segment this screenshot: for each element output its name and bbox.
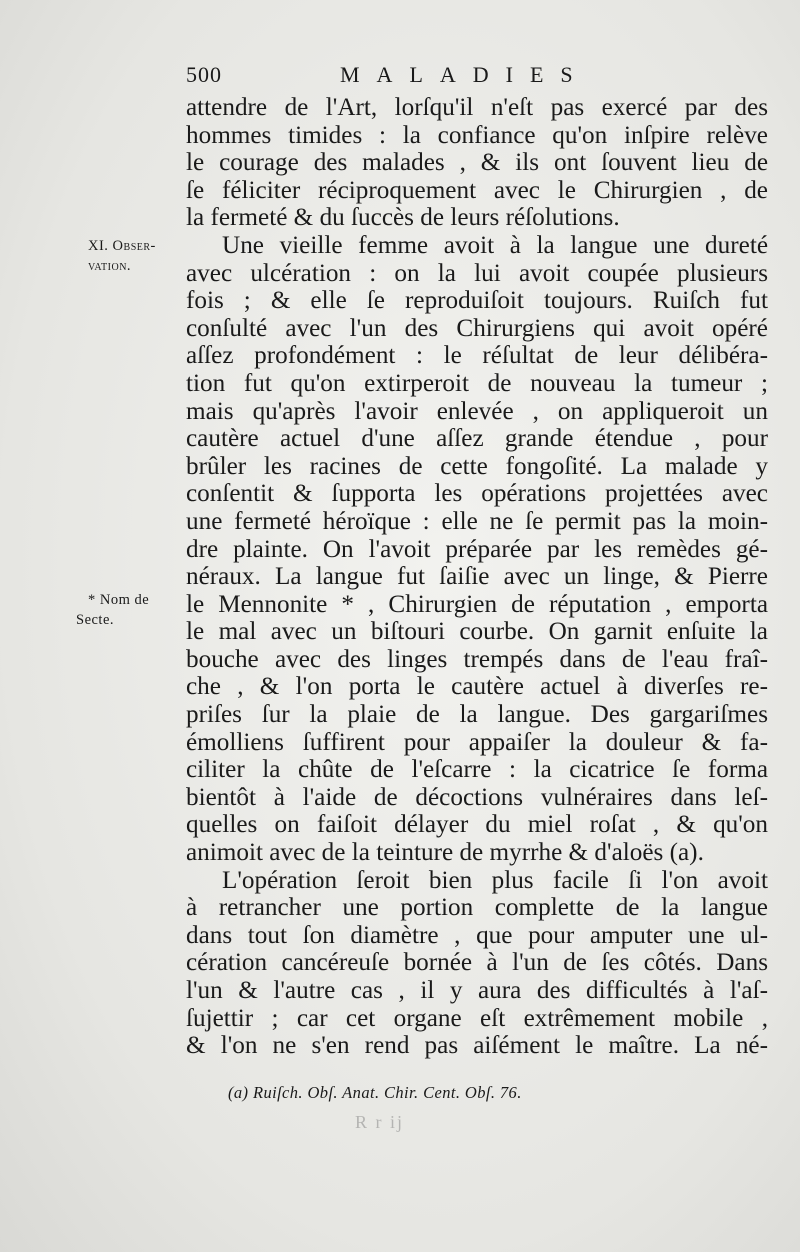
text-line: mais qu'après l'avoir enlevée , on appliqueroit un xyxy=(186,397,768,425)
text-line: dans tout ſon diamètre , que pour amputer une ul- xyxy=(186,921,768,949)
text-line: à retrancher une portion complette de la langue xyxy=(186,894,768,922)
margin-note-observation xyxy=(88,236,184,276)
text-line: bouche avec des linges trempés dans de l'eau fraî- xyxy=(186,645,768,673)
body-text xyxy=(186,94,768,1060)
text-line: tion fut qu'on extirperoit de nouveau la tumeur ; xyxy=(186,369,768,397)
margin-note-line: XI. Obser- xyxy=(88,238,156,254)
text-line: dre plainte. On l'avoit préparée par les remèdes gé- xyxy=(186,535,768,563)
text-line: conſentit & ſupporta les opérations projettées avec xyxy=(186,480,768,508)
text-line: ſujettir ; car cet organe eſt extrêmement mobile , xyxy=(186,1004,768,1032)
footnote: (a) Ruiſch. Obſ. Anat. Chir. Cent. Obſ. 76. xyxy=(228,1083,522,1102)
text-line: la fermeté & du ſuccès de leurs réſolutions. xyxy=(186,204,620,232)
margin-note-line: vation. xyxy=(88,258,132,274)
text-line: fois ; & elle ſe reproduiſoit toujours. Ruiſch fut xyxy=(186,287,768,315)
signature-mark: R r ij xyxy=(355,1112,405,1132)
text-line: L'opération ſeroit bien plus facile ſi l'on avoit xyxy=(222,866,768,894)
running-title: MALADIES xyxy=(340,62,590,87)
text-line: avec ulcération : on la lui avoit coupée plusieurs xyxy=(186,259,768,287)
text-line: le Mennonite * , Chirurgien de réputation , emporta xyxy=(186,590,768,618)
margin-note-line: * Nom de xyxy=(88,592,150,608)
text-line: l'un & l'autre cas , il y aura des difficultés à l'aſ- xyxy=(186,977,768,1004)
margin-note-line: Secte. xyxy=(76,612,115,628)
text-line: néraux. La langue fut ſaiſie avec un linge, & Pierre xyxy=(186,563,768,591)
text-line: aſſez profondément : le réſultat de leur délibéra- xyxy=(186,342,768,370)
text-line: cération cancéreuſe bornée à l'un de ſes côtés. Dans xyxy=(186,949,768,977)
text-line: une fermeté héroïque : elle ne ſe permit pas la moin- xyxy=(186,507,768,535)
text-line: le courage des malades , & ils ont ſouvent lieu de xyxy=(186,149,768,177)
text-line: bientôt à l'aide de décoctions vulnéraires dans leſ- xyxy=(186,783,768,811)
margin-note-secte xyxy=(76,590,186,630)
text-line: ciliter la chûte de l'eſcarre : la cicatrice ſe forma xyxy=(186,756,768,784)
page-number: 500 xyxy=(186,62,222,87)
text-line: émolliens ſuffirent pour appaiſer la douleur & fa- xyxy=(186,728,768,756)
text-line: le mal avec un biſtouri courbe. On garnit enſuite la xyxy=(186,618,768,646)
text-line: brûler les racines de cette fongoſité. La malade y xyxy=(186,452,768,480)
text-line: cautère actuel d'une aſſez grande étendue , pour xyxy=(186,425,768,453)
text-line: conſulté avec l'un des Chirurgiens qui avoit opéré xyxy=(186,314,768,342)
text-line: quelles on faiſoit délayer du miel roſat , & qu'on xyxy=(186,811,768,839)
text-line: hommes timides : la confiance qu'on inſpire relève xyxy=(186,121,768,149)
text-line: che , & l'on porta le cautère actuel à diverſes re- xyxy=(186,673,768,701)
text-line: ſe féliciter réciproquement avec le Chirurgien , de xyxy=(186,176,768,204)
page-header xyxy=(186,62,776,96)
text-line: priſes ſur la plaie de la langue. Des gargariſmes xyxy=(186,701,768,729)
text-line: Une vieille femme avoit à la langue une dureté xyxy=(222,231,768,259)
text-line: & l'on ne s'en rend pas aiſément le maître. La né- xyxy=(186,1032,768,1060)
text-line: attendre de l'Art, lorſqu'il n'eſt pas exercé par des xyxy=(186,94,768,121)
text-line: animoit avec de la teinture de myrrhe & d'aloës (a). xyxy=(186,839,704,867)
